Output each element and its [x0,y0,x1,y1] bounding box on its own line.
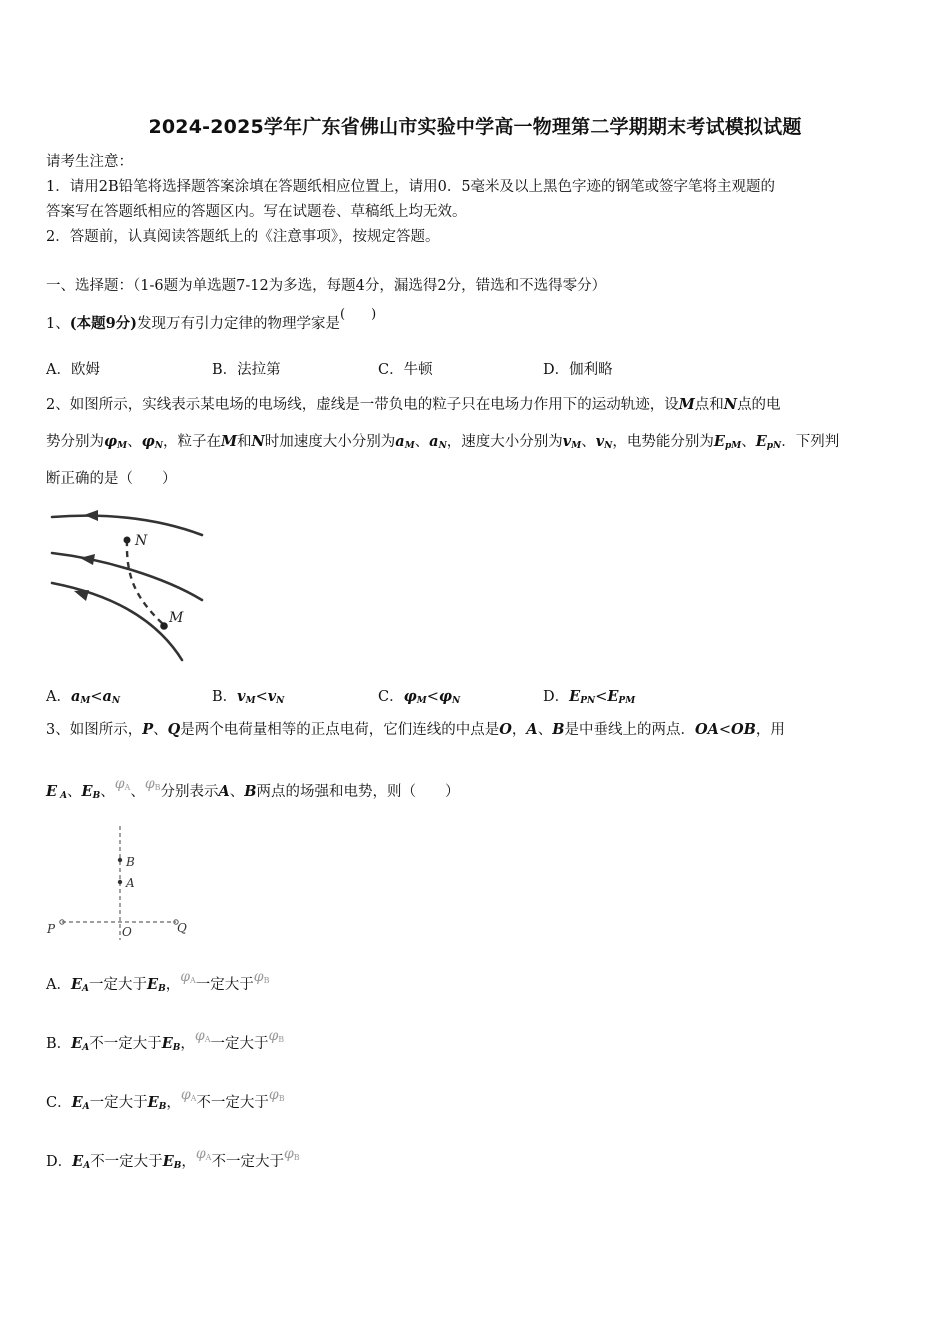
q2-text: ，电势能分别为 [612,434,714,450]
q3-sep: 、 [229,784,245,800]
phi-a-symbol [196,1146,212,1162]
opt-sub: A [82,1102,90,1112]
phi-glyph: φ [114,776,125,792]
opt-sub: B [158,1102,167,1112]
q3-op: < [718,722,731,738]
q2-var-v: v [595,433,605,450]
q2-option-d[interactable] [543,687,635,711]
q2-text: 时加速度大小分别为 [264,434,396,450]
phi-a-symbol [195,1028,211,1044]
opt-op: < [255,689,268,705]
notice-item2: 2．答题前，认真阅读答题纸上的《注意事项》，按规定答题。 [46,229,440,245]
opt-var: E [71,1035,83,1052]
notice-header: 请考生注意： [46,154,133,170]
q3-var-q: Q [167,721,181,738]
opt-sub: M [416,696,427,706]
point-b [118,858,122,862]
opt-var: E [161,1035,173,1052]
q3-var-b: B [244,783,257,800]
phi-sub: B [278,1035,285,1044]
q2-sub: M [404,441,415,451]
opt-var: E [147,1094,159,1111]
opt-label: C． [46,1095,72,1111]
opt-text: 一定大于 [89,1095,148,1111]
q3-sep: 、 [130,784,145,800]
q2-text: ，粒子在 [162,434,221,450]
opt-var: a [102,688,112,705]
q1-option-d[interactable]: D．伽利略 [543,362,613,378]
opt-var: v [267,688,277,705]
q2-var-n: N [723,396,738,413]
q3-var-e: E [81,783,93,800]
phi-sub: A [190,1094,197,1103]
opt-text: 一定大于 [195,977,254,993]
q2-sub: N [154,441,163,451]
q3-option-a[interactable] [46,969,270,999]
opt-var: E [147,976,159,993]
opt-var: v [237,688,246,705]
q3-text: 3、如图所示， [46,722,143,738]
opt-sep: ， [180,1036,195,1052]
q3-sep: 、 [67,784,82,800]
q3-sub: B [92,791,101,801]
q2-sub: M [571,441,582,451]
q3-option-c[interactable] [46,1087,285,1117]
opt-op: < [595,689,608,705]
opt-text: 不一定大于 [89,1036,162,1052]
q3-text: 分别表示 [160,784,219,800]
opt-label: D． [543,689,570,705]
opt-var: E [569,688,581,705]
opt-label: B． [212,689,238,705]
q2-text: 和 [237,434,252,450]
opt-label: C． [378,689,404,705]
opt-label: A． [46,977,71,993]
opt-text: 一定大于 [210,1036,269,1052]
q3-text: 是两个电荷量相等的正点电荷，它们连线的中点是 [180,722,500,738]
q2-text: 点的电 [737,397,781,413]
opt-sub: B [158,984,166,994]
label-m: M [169,610,184,626]
q2-sep: 、 [581,434,596,450]
label-o: O [122,925,132,939]
q2-var-e: E [755,433,767,450]
field-arrow-3 [74,590,89,601]
q2-stem-line2 [46,432,839,456]
opt-sub: N [111,696,121,706]
q3-stem-line2 [46,776,460,806]
opt-sub: M [80,696,91,706]
q3-var-p: P [142,721,154,738]
q1-option-c[interactable]: C．牛顿 [378,362,433,378]
q2-phi: φ [141,433,155,450]
q2-stem-line3: 断正确的是（ ） [46,471,177,487]
opt-sub: M [245,696,256,706]
page-title: 2024-2025学年广东省佛山市实验中学高一物理第二学期期末考试模拟试题 [148,116,802,138]
q2-var-e: E [713,433,725,450]
phi-glyph: φ [283,1146,294,1162]
q3-sep: 、 [153,722,168,738]
q3-charges-figure [44,822,204,944]
q3-var-ob: OB [731,721,756,738]
opt-text: 一定大于 [89,977,148,993]
phi-a-symbol [115,776,131,792]
opt-sub: N [276,696,285,706]
phi-glyph: φ [180,969,191,985]
q1-option-a[interactable]: A．欧姆 [46,362,100,378]
q3-sub: A [60,791,68,801]
notice-item1-line1: 1．请用2B铅笔将选择题答案涂填在答题纸相应位置上，请用0．5毫米及以上黑色字迹的钢笔或签字笔将主观题的 [46,179,776,195]
phi-glyph: φ [180,1087,191,1103]
opt-var: E [607,688,619,705]
point-n [124,537,131,544]
opt-sub: PN [580,696,596,706]
q3-var-b: B [552,721,565,738]
phi-sub: A [190,976,196,985]
q1-number: 1、 [46,316,70,332]
q3-sep: ， [511,722,527,738]
q2-var-a: a [395,433,405,450]
phi-sub: A [205,1153,212,1162]
q2-text: 势分别为 [46,434,104,450]
phi-sub: A [204,1035,211,1044]
q3-var-a: A [526,721,538,738]
phi-b-symbol [269,1087,285,1103]
opt-sep: ， [165,977,181,993]
opt-var: E [70,976,83,993]
q2-field-figure [44,505,214,665]
notice-item1-line2: 答案写在答题纸相应的答题区内。写在试题卷、草稿纸上均无效。 [46,204,467,220]
opt-label: D． [46,1154,73,1170]
q3-text: ，用 [755,722,785,738]
q2-sub: N [604,441,613,451]
q2-var-n: N [251,433,265,450]
opt-var: E [162,1153,174,1170]
opt-var: E [72,1153,84,1170]
q2-text: ，速度大小分别为 [446,434,563,450]
q2-option-c[interactable] [378,687,460,711]
q2-text: 点和 [694,397,724,413]
q2-var-v: v [562,433,572,450]
q2-option-b[interactable] [212,687,284,711]
phi-glyph: φ [194,1028,205,1044]
opt-sep: ， [166,1095,181,1111]
q2-sub: N [438,441,447,451]
phi-glyph: φ [195,1146,206,1162]
opt-sub: N [451,696,461,706]
point-m [160,622,168,630]
field-arrow-2 [80,554,95,565]
opt-text: 不一定大于 [211,1154,284,1170]
phi-b-symbol [284,1146,300,1162]
q1-stem [46,307,377,335]
q1-tag: (本题9分) [69,315,138,332]
phi-a-symbol [180,969,196,985]
q2-sep: 、 [127,434,142,450]
opt-label: B． [46,1036,72,1052]
opt-var: φ [403,688,417,705]
q1-text: 发现万有引力定律的物理学家是 [137,316,341,332]
opt-op: < [90,689,103,705]
q2-sub: pN [766,441,782,451]
q3-option-b[interactable] [46,1028,285,1058]
field-line-3 [52,583,182,660]
label-q: Q [177,921,187,935]
q3-text: 两点的场强和电势，则（ ） [256,784,460,800]
q3-stem-line1 [46,720,785,740]
opt-sub: B [173,1161,182,1171]
point-a [118,880,122,884]
section1-heading: 一、选择题：（1-6题为单选题7-12为多选，每题4分，漏选得2分，错选和不选得零分） [46,278,607,294]
phi-b-symbol [254,969,270,985]
q3-var-e: E [46,783,58,800]
field-line-2 [52,553,202,600]
q1-blank: ( ) [340,307,377,322]
opt-text: 不一定大于 [90,1154,163,1170]
opt-sub: B [172,1043,181,1053]
phi-b-symbol [268,1028,284,1044]
field-arrow-1 [84,510,98,521]
phi-sub: B [263,976,270,985]
opt-label: A． [46,689,71,705]
q3-var-oa: OA [694,721,719,738]
q2-var-m: M [678,396,695,413]
q2-option-a[interactable] [46,687,120,711]
phi-glyph: φ [253,969,264,985]
opt-sub: A [82,984,90,994]
label-b: B [126,855,135,869]
phi-sub: B [278,1094,285,1103]
opt-var: φ [438,688,452,705]
q2-sub: pM [724,441,742,451]
opt-sub: A [83,1161,91,1171]
field-line-1 [52,516,202,535]
phi-glyph: φ [268,1028,279,1044]
q3-var-a: A [218,783,230,800]
q3-text: 是中垂线上的两点． [564,722,695,738]
opt-sub: A [82,1043,90,1053]
opt-op: < [426,689,439,705]
phi-glyph: φ [144,776,155,792]
q2-var-a: a [429,433,439,450]
q2-text: 2、如图所示，实线表示某电场的电场线，虚线是一带负电的粒子只在电场力作用下的运动轨迹，设 [46,397,679,413]
opt-sub: PM [618,696,636,706]
label-p: P [47,922,56,936]
phi-sub: A [124,783,131,792]
q3-sep: 、 [100,784,115,800]
q3-var-o: O [499,721,512,738]
q2-stem-line1 [46,395,781,415]
opt-var: a [70,688,81,705]
phi-a-symbol [181,1087,197,1103]
opt-var: E [71,1094,83,1111]
q2-phi: φ [104,433,118,450]
q2-sep: 、 [741,434,756,450]
opt-text: 不一定大于 [196,1095,269,1111]
label-a: A [126,876,135,890]
q3-option-d[interactable] [46,1146,300,1176]
phi-sub: B [293,1153,300,1162]
q3-sep: 、 [537,722,553,738]
q2-text: ．下列判 [781,434,840,450]
phi-b-symbol [145,776,161,792]
q2-sub: M [117,441,128,451]
opt-sep: ， [181,1154,196,1170]
phi-glyph: φ [268,1087,279,1103]
q1-option-b[interactable]: B．法拉第 [212,362,281,378]
phi-sub: B [154,783,161,792]
label-n: N [135,533,148,549]
q2-var-m: M [220,433,238,450]
q2-sep: 、 [414,434,430,450]
